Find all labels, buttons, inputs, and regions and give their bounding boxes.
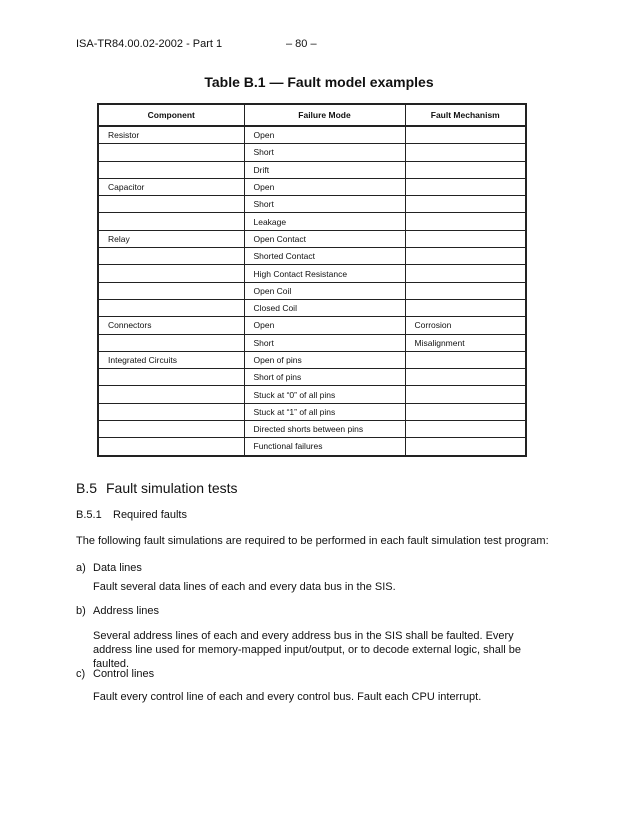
column-header-component: Component xyxy=(98,104,244,126)
cell-fault-mechanism xyxy=(405,230,526,247)
cell-failure-mode: Open xyxy=(244,126,405,144)
list-item-b-text: Several address lines of each and every address bus in the SIS shall be faulted. Every address line used for memory-mapped input/output, or to decode external logic, shall be faulted. xyxy=(93,630,522,670)
cell-failure-mode: Stuck at “0” of all pins xyxy=(244,386,405,403)
cell-fault-mechanism: Misalignment xyxy=(405,334,526,351)
table-row xyxy=(98,299,526,316)
cell-component xyxy=(98,213,244,230)
cell-fault-mechanism xyxy=(405,421,526,438)
cell-fault-mechanism xyxy=(405,161,526,178)
cell-component: Connectors xyxy=(98,317,244,334)
cell-fault-mechanism xyxy=(405,178,526,195)
cell-component: Relay xyxy=(98,230,244,247)
column-header-failure-mode: Failure Mode xyxy=(244,104,405,126)
cell-fault-mechanism xyxy=(405,144,526,161)
list-label: c) xyxy=(76,668,86,680)
table-row xyxy=(98,213,526,230)
table-row xyxy=(98,438,526,456)
cell-fault-mechanism xyxy=(405,351,526,368)
cell-component: Integrated Circuits xyxy=(98,351,244,368)
cell-component: Capacitor xyxy=(98,178,244,195)
cell-fault-mechanism xyxy=(405,248,526,265)
fault-model-table xyxy=(97,103,527,457)
cell-failure-mode: Open xyxy=(244,178,405,195)
cell-fault-mechanism xyxy=(405,126,526,144)
table-header-row xyxy=(98,104,526,126)
table-row xyxy=(98,196,526,213)
cell-failure-mode: Short xyxy=(244,144,405,161)
cell-component xyxy=(98,403,244,420)
table-row xyxy=(98,421,526,438)
cell-failure-mode: Closed Coil xyxy=(244,299,405,316)
list-item-b-title xyxy=(76,604,159,618)
cell-component xyxy=(98,299,244,316)
list-item-a-title xyxy=(76,561,142,575)
table-title: Table B.1 — Fault model examples xyxy=(204,74,434,90)
section-number: B.5 xyxy=(76,480,98,496)
cell-failure-mode: Short xyxy=(244,334,405,351)
table-row xyxy=(98,230,526,247)
list-label: a) xyxy=(76,562,86,574)
list-item-c-title xyxy=(76,667,154,681)
cell-component xyxy=(98,386,244,403)
cell-failure-mode: Open of pins xyxy=(244,351,405,368)
intro-paragraph: The following fault simulations are required to be performed in each fault simulation test program: xyxy=(76,535,549,547)
cell-failure-mode: Directed shorts between pins xyxy=(244,421,405,438)
list-title: Control lines xyxy=(93,668,155,680)
cell-component xyxy=(98,438,244,456)
table-row xyxy=(98,351,526,368)
cell-failure-mode: Short xyxy=(244,196,405,213)
cell-failure-mode: Functional failures xyxy=(244,438,405,456)
table-row xyxy=(98,161,526,178)
cell-failure-mode: Open Coil xyxy=(244,282,405,299)
cell-failure-mode: High Contact Resistance xyxy=(244,265,405,282)
cell-fault-mechanism xyxy=(405,196,526,213)
table-row xyxy=(98,334,526,351)
cell-component xyxy=(98,421,244,438)
table-row xyxy=(98,265,526,282)
table-body xyxy=(98,126,526,456)
table-row xyxy=(98,317,526,334)
subsection-heading xyxy=(76,509,187,521)
cell-fault-mechanism xyxy=(405,282,526,299)
cell-fault-mechanism xyxy=(405,403,526,420)
list-item-c-text: Fault every control line of each and every control bus. Fault each CPU interrupt. xyxy=(93,691,482,703)
cell-fault-mechanism xyxy=(405,386,526,403)
cell-component xyxy=(98,248,244,265)
cell-component xyxy=(98,334,244,351)
subsection-number: B.5.1 xyxy=(76,509,102,521)
cell-fault-mechanism xyxy=(405,438,526,456)
cell-failure-mode: Open xyxy=(244,317,405,334)
page-number: – 80 – xyxy=(286,38,317,50)
table-row xyxy=(98,126,526,144)
document-id: ISA-TR84.00.02-2002 - Part 1 xyxy=(76,38,223,50)
cell-component: Resistor xyxy=(98,126,244,144)
cell-component xyxy=(98,144,244,161)
table-row xyxy=(98,369,526,386)
section-title: Fault simulation tests xyxy=(106,480,238,496)
cell-component xyxy=(98,161,244,178)
table-row xyxy=(98,282,526,299)
cell-fault-mechanism xyxy=(405,299,526,316)
cell-failure-mode: Open Contact xyxy=(244,230,405,247)
list-title: Data lines xyxy=(93,562,142,574)
table-row xyxy=(98,403,526,420)
list-label: b) xyxy=(76,605,86,617)
cell-component xyxy=(98,196,244,213)
cell-failure-mode: Stuck at “1” of all pins xyxy=(244,403,405,420)
section-heading xyxy=(76,480,238,496)
cell-component xyxy=(98,282,244,299)
cell-fault-mechanism xyxy=(405,213,526,230)
list-title: Address lines xyxy=(93,605,160,617)
table-row xyxy=(98,144,526,161)
cell-failure-mode: Shorted Contact xyxy=(244,248,405,265)
cell-failure-mode: Leakage xyxy=(244,213,405,230)
table-row xyxy=(98,386,526,403)
subsection-title: Required faults xyxy=(113,509,187,521)
cell-component xyxy=(98,265,244,282)
cell-fault-mechanism xyxy=(405,369,526,386)
cell-failure-mode: Drift xyxy=(244,161,405,178)
cell-component xyxy=(98,369,244,386)
cell-fault-mechanism: Corrosion xyxy=(405,317,526,334)
column-header-fault-mechanism: Fault Mechanism xyxy=(405,104,526,126)
list-item-a-text: Fault several data lines of each and every data bus in the SIS. xyxy=(93,581,396,593)
cell-failure-mode: Short of pins xyxy=(244,369,405,386)
cell-fault-mechanism xyxy=(405,265,526,282)
table-row xyxy=(98,248,526,265)
table-row xyxy=(98,178,526,195)
